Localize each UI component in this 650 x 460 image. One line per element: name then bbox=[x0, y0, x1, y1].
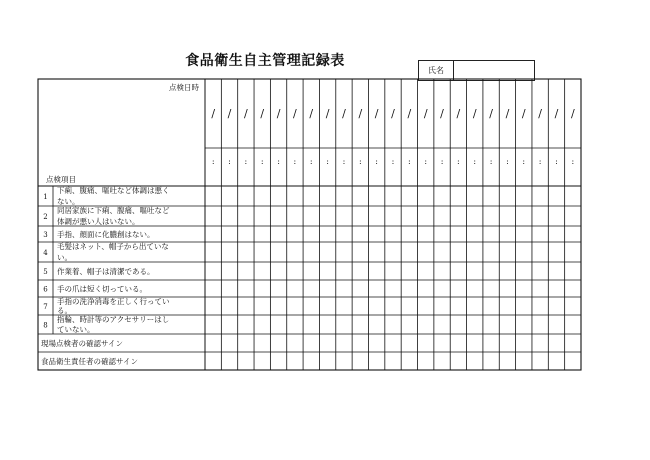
item-text-line: 毛髪はネット、帽子から出ていな bbox=[57, 242, 169, 251]
signature-label: 現場点検者の確認サイン bbox=[41, 339, 123, 348]
item-text: 手の爪は短く切っている。 bbox=[57, 284, 147, 294]
time-colon: : bbox=[473, 157, 477, 166]
date-slash: / bbox=[374, 107, 379, 120]
date-slash: / bbox=[570, 107, 575, 120]
item-text-line: 同居家族に下痢、腹痛、嘔吐など bbox=[57, 206, 170, 215]
item-text-line: 下痢、腹痛、嘔吐など体調は悪く bbox=[57, 186, 170, 195]
time-colon: : bbox=[228, 157, 231, 166]
item-text: 作業着、帽子は清潔である。 bbox=[57, 267, 155, 276]
item-text-line: い。 bbox=[57, 253, 72, 262]
time-colon: : bbox=[260, 157, 264, 166]
time-colon: : bbox=[457, 157, 460, 166]
time-colon: : bbox=[489, 157, 493, 166]
date-slash: / bbox=[440, 107, 444, 120]
date-slash: / bbox=[211, 107, 216, 120]
date-slash: / bbox=[358, 107, 363, 120]
item-number: 2 bbox=[43, 213, 48, 221]
item-number: 1 bbox=[43, 193, 48, 201]
time-colon: : bbox=[277, 157, 280, 166]
time-colon: : bbox=[391, 157, 395, 166]
item-text-line: 体調が悪い人はいない。 bbox=[57, 217, 140, 226]
date-slash: / bbox=[227, 107, 232, 120]
item-text-line: ていない。 bbox=[57, 325, 95, 334]
time-colon: : bbox=[424, 157, 428, 166]
time-colon: : bbox=[538, 157, 542, 166]
time-colon: : bbox=[522, 157, 526, 166]
item-number: 8 bbox=[43, 321, 48, 330]
time-colon: : bbox=[244, 157, 248, 166]
form-title: 食品衛生自主管理記録表 bbox=[185, 53, 345, 69]
item-text-line: 手指の洗浄消毒を正しく行ってい bbox=[57, 297, 170, 306]
date-slash: / bbox=[505, 107, 510, 120]
time-colon: : bbox=[375, 157, 379, 166]
item-number: 4 bbox=[43, 249, 48, 257]
date-slash: / bbox=[276, 107, 281, 120]
time-colon: : bbox=[358, 157, 362, 166]
date-slash: / bbox=[391, 107, 395, 120]
name-label: 氏名 bbox=[419, 61, 454, 80]
time-colon: : bbox=[407, 157, 411, 166]
date-slash: / bbox=[244, 107, 248, 120]
item-number: 3 bbox=[43, 231, 48, 239]
date-slash: / bbox=[342, 107, 346, 120]
date-slash: / bbox=[472, 107, 477, 120]
item-text-line: る。 bbox=[57, 306, 72, 315]
date-slash: / bbox=[260, 107, 265, 120]
date-slash: / bbox=[325, 107, 330, 120]
time-colon: : bbox=[342, 157, 346, 166]
signature-label: 食品衛生責任者の確認サイン bbox=[41, 357, 138, 366]
time-colon: : bbox=[571, 157, 575, 166]
date-slash: / bbox=[538, 107, 542, 120]
time-colon: : bbox=[326, 157, 329, 166]
date-slash: / bbox=[407, 107, 412, 120]
datetime-label: 点検日時 bbox=[169, 83, 199, 92]
time-colon: : bbox=[293, 157, 297, 166]
date-slash: / bbox=[309, 107, 314, 120]
date-slash: / bbox=[554, 107, 559, 120]
item-text-line: ない。 bbox=[57, 197, 80, 206]
item-text-line: 指輪、時計等のアクセサリーはし bbox=[57, 315, 170, 324]
time-colon: : bbox=[211, 157, 215, 166]
date-slash: / bbox=[293, 107, 297, 120]
date-slash: / bbox=[423, 107, 428, 120]
time-colon: : bbox=[309, 157, 313, 166]
date-slash: / bbox=[456, 107, 461, 120]
item-number: 5 bbox=[43, 268, 48, 276]
item-number: 7 bbox=[43, 303, 48, 311]
time-colon: : bbox=[555, 157, 558, 166]
item-text: 手指、顔面に化膿創はない。 bbox=[57, 230, 155, 239]
date-slash: / bbox=[521, 107, 526, 120]
date-slash: / bbox=[489, 107, 493, 120]
time-colon: : bbox=[440, 157, 444, 166]
items-label: 点検項目 bbox=[46, 175, 76, 184]
item-number: 6 bbox=[43, 285, 48, 294]
time-colon: : bbox=[506, 157, 509, 166]
